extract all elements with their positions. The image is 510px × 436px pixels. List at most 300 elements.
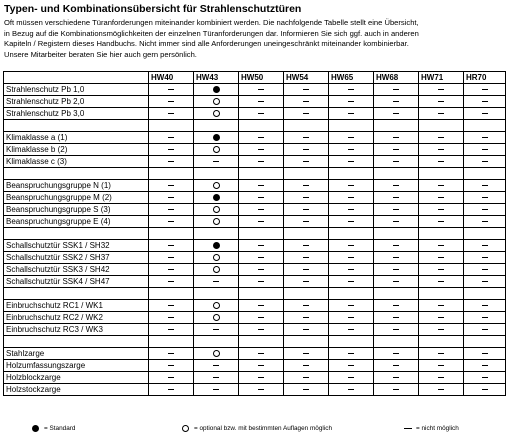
dash-icon <box>482 329 488 330</box>
open-circle-icon <box>213 314 220 321</box>
table-cell <box>239 144 284 156</box>
dash-icon <box>393 329 399 330</box>
table-cell <box>149 156 194 168</box>
table-row <box>4 348 506 360</box>
dash-icon <box>348 353 354 354</box>
table-cell <box>374 228 419 240</box>
table-cell <box>149 120 194 132</box>
dash-icon <box>303 389 309 390</box>
table-cell <box>194 108 239 120</box>
dash-icon <box>393 269 399 270</box>
table-cell <box>419 384 464 396</box>
table-cell <box>194 144 239 156</box>
table-cell <box>284 144 329 156</box>
dash-icon <box>438 257 444 258</box>
dash-icon <box>482 197 488 198</box>
table-cell <box>149 324 194 336</box>
table-cell <box>329 252 374 264</box>
table-row <box>4 192 506 204</box>
table-cell <box>419 240 464 252</box>
dash-icon <box>213 377 219 378</box>
row-label: Klimaklasse b (2) <box>4 144 149 156</box>
dash-icon <box>213 161 219 162</box>
table-cell <box>194 252 239 264</box>
dash-icon <box>168 245 174 246</box>
dash-icon <box>303 269 309 270</box>
table-cell <box>149 84 194 96</box>
dash-icon <box>258 137 264 138</box>
dash-icon <box>393 281 399 282</box>
table-cell <box>284 216 329 228</box>
dash-icon <box>482 89 488 90</box>
table-cell <box>194 240 239 252</box>
table-cell <box>194 360 239 372</box>
dash-icon <box>482 389 488 390</box>
table-cell <box>194 288 239 300</box>
table-cell <box>464 120 506 132</box>
table-cell <box>194 96 239 108</box>
dash-icon <box>303 281 309 282</box>
table-cell <box>419 264 464 276</box>
dash-icon <box>438 161 444 162</box>
dash-icon <box>438 209 444 210</box>
table-cell <box>149 336 194 348</box>
table-cell <box>284 204 329 216</box>
table-cell <box>374 156 419 168</box>
dash-icon <box>258 257 264 258</box>
table-cell <box>329 156 374 168</box>
legend-not-possible-label: = nicht möglich <box>416 425 459 432</box>
table-cell <box>284 384 329 396</box>
row-label: Holzstockzarge <box>4 384 149 396</box>
dash-icon <box>303 221 309 222</box>
table-row <box>4 144 506 156</box>
dash-icon <box>348 257 354 258</box>
dash-icon <box>438 113 444 114</box>
table-cell <box>149 96 194 108</box>
dash-icon <box>303 305 309 306</box>
table-cell <box>374 120 419 132</box>
dash-icon <box>258 269 264 270</box>
table-cell <box>374 84 419 96</box>
table-cell <box>194 84 239 96</box>
dash-icon <box>393 305 399 306</box>
dash-icon <box>393 101 399 102</box>
table-cell <box>194 336 239 348</box>
dash-icon <box>438 281 444 282</box>
dash-icon <box>303 365 309 366</box>
table-cell <box>284 168 329 180</box>
table-cell <box>149 228 194 240</box>
dash-icon <box>168 185 174 186</box>
row-label: Beanspruchungsgruppe N (1) <box>4 180 149 192</box>
table-cell <box>239 324 284 336</box>
dash-icon <box>303 89 309 90</box>
dash-icon <box>258 281 264 282</box>
dash-icon <box>482 245 488 246</box>
row-label: Schallschutztür SSK1 / SH32 <box>4 240 149 252</box>
table-cell <box>194 216 239 228</box>
table-cell <box>194 312 239 324</box>
row-label <box>4 288 149 300</box>
table-cell <box>329 168 374 180</box>
table-cell <box>374 264 419 276</box>
table-row <box>4 300 506 312</box>
dash-icon <box>168 281 174 282</box>
table-cell <box>149 192 194 204</box>
table-cell <box>239 348 284 360</box>
table-cell <box>419 216 464 228</box>
table-cell <box>239 96 284 108</box>
table-cell <box>284 312 329 324</box>
table-cell <box>149 300 194 312</box>
table-cell <box>329 300 374 312</box>
dash-icon <box>482 317 488 318</box>
table-row <box>4 312 506 324</box>
open-circle-icon <box>213 182 220 189</box>
spacer-row <box>4 288 506 300</box>
row-label <box>4 120 149 132</box>
header-cell-hw65: HW65 <box>329 72 374 84</box>
dash-icon <box>348 113 354 114</box>
header-cell-hw68: HW68 <box>374 72 419 84</box>
table-cell <box>194 180 239 192</box>
dash-icon <box>168 209 174 210</box>
table-cell <box>464 372 506 384</box>
row-label: Strahlenschutz Pb 3,0 <box>4 108 149 120</box>
table-row <box>4 276 506 288</box>
table-row <box>4 324 506 336</box>
dash-icon <box>438 101 444 102</box>
table-cell <box>464 132 506 144</box>
open-circle-icon <box>213 254 220 261</box>
dash-icon <box>393 377 399 378</box>
table-cell <box>464 192 506 204</box>
dash-icon <box>258 149 264 150</box>
row-label <box>4 228 149 240</box>
dash-icon <box>482 377 488 378</box>
dash-icon <box>348 197 354 198</box>
table-row <box>4 240 506 252</box>
table-cell <box>239 120 284 132</box>
dash-icon <box>482 353 488 354</box>
dash-icon <box>303 209 309 210</box>
row-label: Strahlenschutz Pb 1,0 <box>4 84 149 96</box>
dash-icon <box>393 137 399 138</box>
table-cell <box>374 384 419 396</box>
table-cell <box>374 348 419 360</box>
table-cell <box>149 204 194 216</box>
table-cell <box>464 360 506 372</box>
table-cell <box>374 252 419 264</box>
dash-icon <box>438 365 444 366</box>
table-cell <box>239 168 284 180</box>
table-row <box>4 360 506 372</box>
table-cell <box>284 108 329 120</box>
dash-icon <box>168 365 174 366</box>
dash-icon <box>258 329 264 330</box>
table-cell <box>464 336 506 348</box>
table-cell <box>284 180 329 192</box>
dash-icon <box>348 137 354 138</box>
dash-icon <box>258 101 264 102</box>
spacer-row <box>4 336 506 348</box>
table-cell <box>239 372 284 384</box>
dash-icon <box>482 149 488 150</box>
open-circle-icon <box>213 302 220 309</box>
dash-icon <box>168 269 174 270</box>
filled-circle-icon <box>32 425 39 432</box>
table-cell <box>239 84 284 96</box>
dash-icon <box>393 245 399 246</box>
legend-standard-label: = Standard <box>44 425 76 432</box>
combination-table <box>3 71 506 396</box>
table-cell <box>329 204 374 216</box>
table-cell <box>284 252 329 264</box>
spacer-row <box>4 120 506 132</box>
table-cell <box>374 240 419 252</box>
table-cell <box>419 180 464 192</box>
table-cell <box>149 108 194 120</box>
dash-icon <box>258 353 264 354</box>
table-cell <box>194 204 239 216</box>
intro-line: Oft müssen verschiedene Türanforderungen miteinander kombiniert werden. Die nachfolgende Tabelle stellt eine Übersicht, <box>4 18 419 27</box>
dash-icon <box>258 209 264 210</box>
table-cell <box>329 96 374 108</box>
row-label <box>4 168 149 180</box>
dash-icon <box>348 317 354 318</box>
row-label: Holzblockzarge <box>4 372 149 384</box>
dash-icon <box>303 317 309 318</box>
table-cell <box>239 228 284 240</box>
header-cell-hw50: HW50 <box>239 72 284 84</box>
table-row <box>4 108 506 120</box>
dash-icon <box>348 269 354 270</box>
table-cell <box>239 384 284 396</box>
table-cell <box>284 300 329 312</box>
table-row <box>4 180 506 192</box>
table-cell <box>194 348 239 360</box>
row-label: Stahlzarge <box>4 348 149 360</box>
table-cell <box>149 168 194 180</box>
dash-icon <box>482 185 488 186</box>
dash-icon <box>482 137 488 138</box>
table-cell <box>239 204 284 216</box>
table-cell <box>419 204 464 216</box>
table-cell <box>329 312 374 324</box>
dash-icon <box>168 149 174 150</box>
table-cell <box>419 96 464 108</box>
dash-icon <box>393 353 399 354</box>
table-cell <box>419 372 464 384</box>
dash-icon <box>438 137 444 138</box>
table-cell <box>284 360 329 372</box>
dash-icon <box>168 89 174 90</box>
table-cell <box>329 240 374 252</box>
row-label: Einbruchschutz RC2 / WK2 <box>4 312 149 324</box>
dash-icon <box>258 365 264 366</box>
dash-icon <box>438 269 444 270</box>
table-cell <box>464 324 506 336</box>
table-cell <box>419 84 464 96</box>
table-cell <box>329 360 374 372</box>
dash-icon <box>393 209 399 210</box>
table-cell <box>419 312 464 324</box>
table-cell <box>464 180 506 192</box>
table-cell <box>464 312 506 324</box>
table-cell <box>464 108 506 120</box>
table-cell <box>419 348 464 360</box>
dash-icon <box>348 161 354 162</box>
dash-icon <box>168 305 174 306</box>
table-cell <box>149 360 194 372</box>
table-cell <box>464 240 506 252</box>
dash-icon <box>348 245 354 246</box>
table-cell <box>284 264 329 276</box>
dash-icon <box>404 428 412 429</box>
table-cell <box>194 156 239 168</box>
table-cell <box>149 252 194 264</box>
dash-icon <box>393 365 399 366</box>
row-label <box>4 336 149 348</box>
table-cell <box>374 300 419 312</box>
table-cell <box>419 228 464 240</box>
dash-icon <box>168 161 174 162</box>
dash-icon <box>168 353 174 354</box>
table-cell <box>419 168 464 180</box>
dash-icon <box>303 197 309 198</box>
table-cell <box>239 288 284 300</box>
row-label: Beanspruchungsgruppe S (3) <box>4 204 149 216</box>
table-cell <box>284 276 329 288</box>
table-cell <box>284 96 329 108</box>
table-cell <box>374 216 419 228</box>
dash-icon <box>168 329 174 330</box>
dash-icon <box>348 389 354 390</box>
table-cell <box>329 192 374 204</box>
table-cell <box>194 300 239 312</box>
table-cell <box>284 192 329 204</box>
table-cell <box>194 192 239 204</box>
table-cell <box>284 324 329 336</box>
table-cell <box>419 300 464 312</box>
table-cell <box>194 276 239 288</box>
table-cell <box>419 192 464 204</box>
dash-icon <box>258 161 264 162</box>
table-cell <box>284 240 329 252</box>
table-cell <box>329 108 374 120</box>
dash-icon <box>258 245 264 246</box>
table-cell <box>149 216 194 228</box>
table-header-row <box>4 72 506 84</box>
dash-icon <box>303 149 309 150</box>
table-cell <box>419 132 464 144</box>
row-label: Strahlenschutz Pb 2,0 <box>4 96 149 108</box>
legend-optional <box>182 425 332 432</box>
row-label: Einbruchschutz RC1 / WK1 <box>4 300 149 312</box>
table-row <box>4 264 506 276</box>
filled-circle-icon <box>213 194 220 201</box>
table-cell <box>464 384 506 396</box>
open-circle-icon <box>213 110 220 117</box>
dash-icon <box>393 149 399 150</box>
table-cell <box>149 180 194 192</box>
dash-icon <box>438 185 444 186</box>
table-cell <box>284 288 329 300</box>
dash-icon <box>438 317 444 318</box>
dash-icon <box>348 365 354 366</box>
table-row <box>4 252 506 264</box>
table-cell <box>284 372 329 384</box>
dash-icon <box>168 221 174 222</box>
table-cell <box>149 384 194 396</box>
table-cell <box>194 264 239 276</box>
page-title: Typen- und Kombinationsübersicht für Strahlenschutztüren <box>4 3 302 15</box>
table-cell <box>419 276 464 288</box>
dash-icon <box>438 221 444 222</box>
table-cell <box>149 276 194 288</box>
dash-icon <box>438 377 444 378</box>
dash-icon <box>303 137 309 138</box>
open-circle-icon <box>213 266 220 273</box>
dash-icon <box>348 101 354 102</box>
dash-icon <box>393 89 399 90</box>
table-cell <box>464 84 506 96</box>
open-circle-icon <box>182 425 189 432</box>
table-cell <box>329 180 374 192</box>
dash-icon <box>348 305 354 306</box>
dash-icon <box>393 389 399 390</box>
table-cell <box>374 336 419 348</box>
dash-icon <box>258 389 264 390</box>
open-circle-icon <box>213 206 220 213</box>
table-cell <box>329 324 374 336</box>
table-cell <box>284 120 329 132</box>
table-cell <box>374 108 419 120</box>
table-cell <box>329 216 374 228</box>
header-cell-hr70: HR70 <box>464 72 506 84</box>
table-row <box>4 216 506 228</box>
dash-icon <box>168 113 174 114</box>
table-cell <box>374 144 419 156</box>
table-cell <box>464 216 506 228</box>
table-cell <box>374 360 419 372</box>
dash-icon <box>303 377 309 378</box>
dash-icon <box>348 221 354 222</box>
legend-optional-label: = optional bzw. mit bestimmten Auflagen möglich <box>194 425 333 432</box>
row-label: Schallschutztür SSK4 / SH47 <box>4 276 149 288</box>
table-cell <box>239 108 284 120</box>
table-cell <box>284 84 329 96</box>
dash-icon <box>482 113 488 114</box>
intro-line: Unsere Mitarbeiter beraten Sie hier auch gern persönlich. <box>4 49 197 59</box>
table-row <box>4 84 506 96</box>
table-cell <box>149 132 194 144</box>
table-cell <box>149 372 194 384</box>
table-cell <box>239 216 284 228</box>
table-cell <box>149 264 194 276</box>
dash-icon <box>438 389 444 390</box>
dash-icon <box>168 317 174 318</box>
table-cell <box>239 264 284 276</box>
table-cell <box>239 300 284 312</box>
dash-icon <box>438 197 444 198</box>
filled-circle-icon <box>213 86 220 93</box>
dash-icon <box>482 161 488 162</box>
table-cell <box>464 276 506 288</box>
row-label: Klimaklasse a (1) <box>4 132 149 144</box>
table-row <box>4 372 506 384</box>
